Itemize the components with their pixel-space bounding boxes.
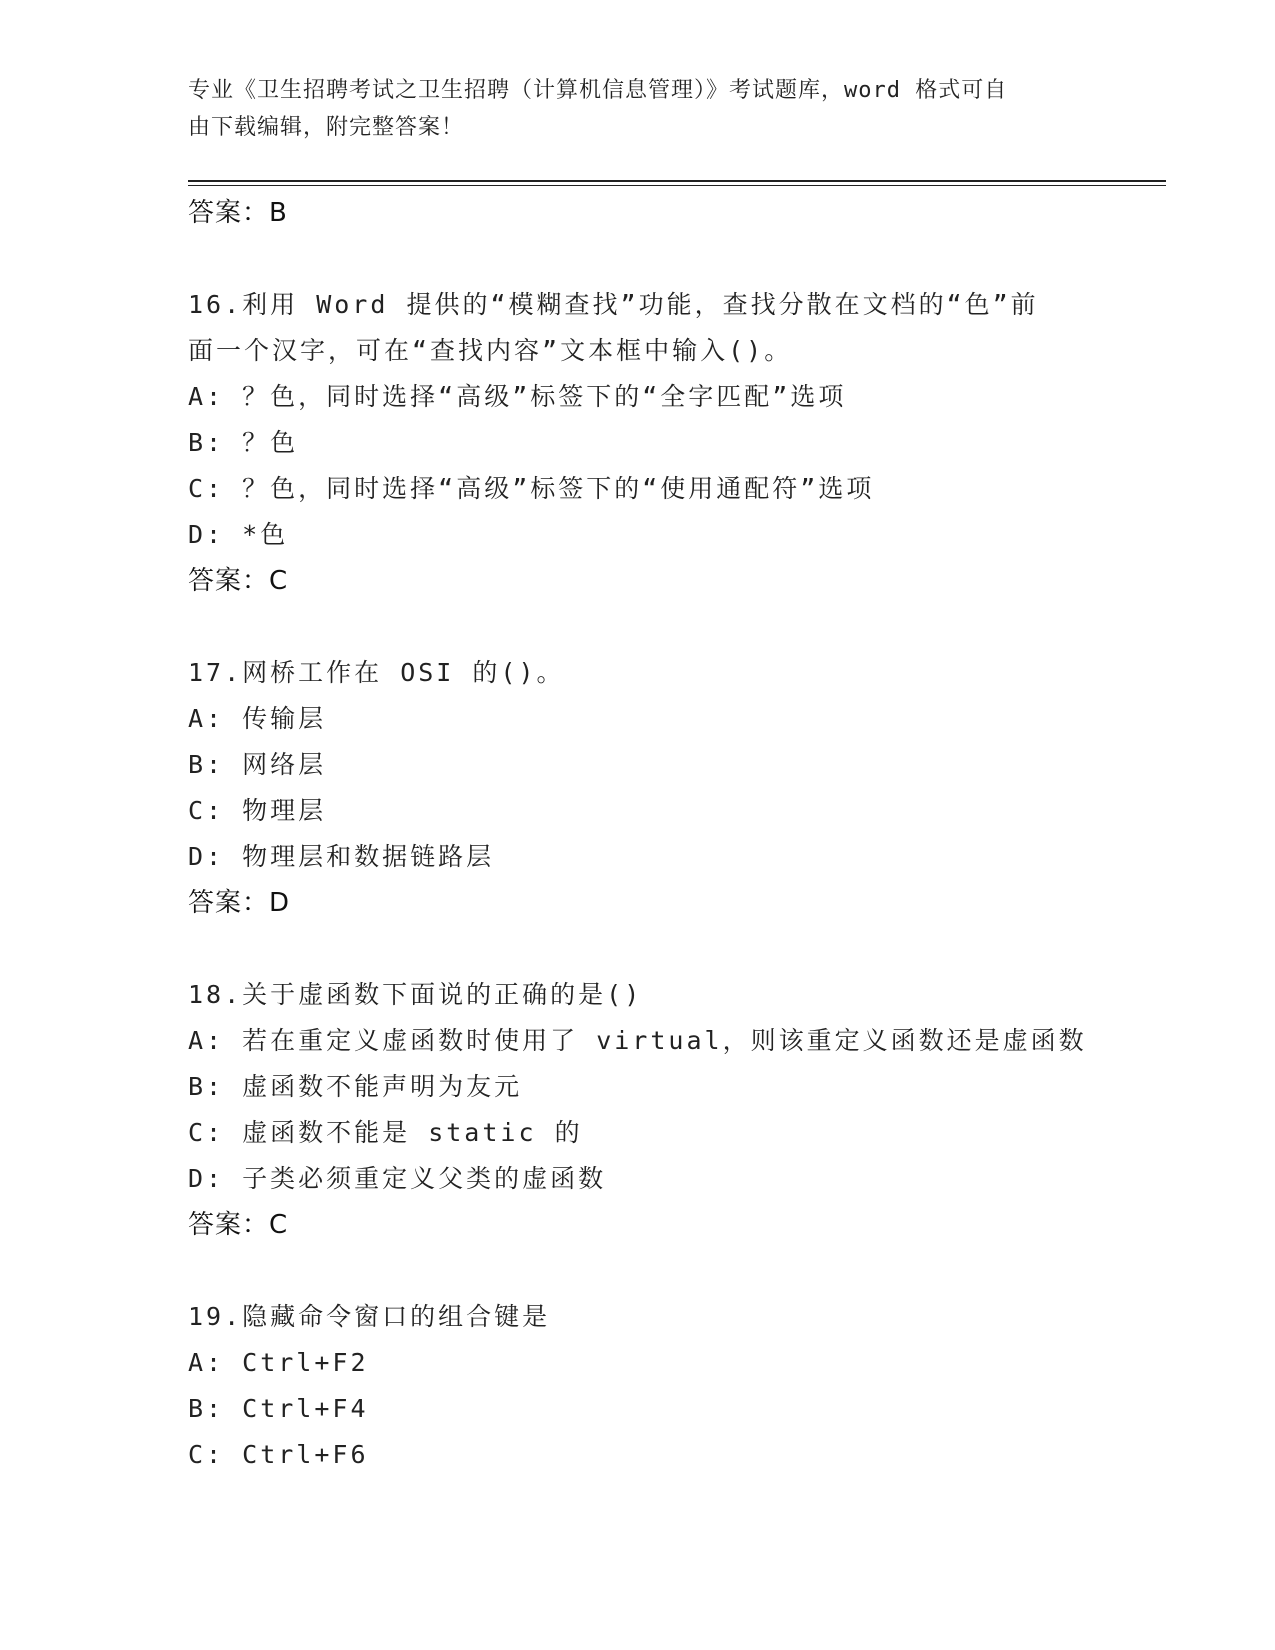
intro-line-2: 由下载编辑，附完整答案！ [188,115,465,140]
question-19 [188,1294,1138,1478]
option-c: C: 虚函数不能是 static 的 [188,1118,583,1147]
option-b: B: ？色 [188,428,299,457]
answer-line: 答案：D [188,888,291,918]
option-d: D: 子类必须重定义父类的虚函数 [188,1164,607,1193]
option-b: B: Ctrl+F4 [188,1394,369,1423]
option-a: A: 若在重定义虚函数时使用了 virtual，则该重定义函数还是虚函数 [188,1026,1087,1055]
option-d: D: *色 [188,520,289,549]
question-stem: 19.隐藏命令窗口的组合键是 [188,1302,551,1331]
question-stem: 18.关于虚函数下面说的正确的是() [188,980,643,1009]
option-c: C: 物理层 [188,796,327,825]
answer-line: 答案：C [188,566,289,596]
option-d: D: 物理层和数据链路层 [188,842,495,871]
document-intro [188,72,1088,146]
option-b: B: 虚函数不能声明为友元 [188,1072,523,1101]
header-divider-thin [188,185,1166,186]
question-17 [188,650,1138,926]
option-b: B: 网络层 [188,750,327,779]
question-stem: 16.利用 Word 提供的“模糊查找”功能，查找分散在文档的“色”前 [188,290,1039,319]
question-18 [188,972,1138,1248]
question-list [188,190,1138,1478]
answer-line: 答案：C [188,1210,289,1240]
option-a: A: 传输层 [188,704,327,733]
question-stem: 17.网桥工作在 OSI 的()。 [188,658,565,687]
question-16 [188,282,1138,604]
option-a: A: ？色，同时选择“高级”标签下的“全字匹配”选项 [188,382,847,411]
header-divider-thick [188,180,1166,182]
question-stem-continued: 面一个汉字，可在“查找内容”文本框中输入()。 [188,336,793,365]
option-a: A: Ctrl+F2 [188,1348,369,1377]
option-c: C: ？色，同时选择“高级”标签下的“使用通配符”选项 [188,474,875,503]
answer-line: 答案：B [188,198,288,228]
intro-line-1: 专业《卫生招聘考试之卫生招聘（计算机信息管理）》考试题库，word 格式可自 [188,78,1008,103]
option-c: C: Ctrl+F6 [188,1440,369,1469]
